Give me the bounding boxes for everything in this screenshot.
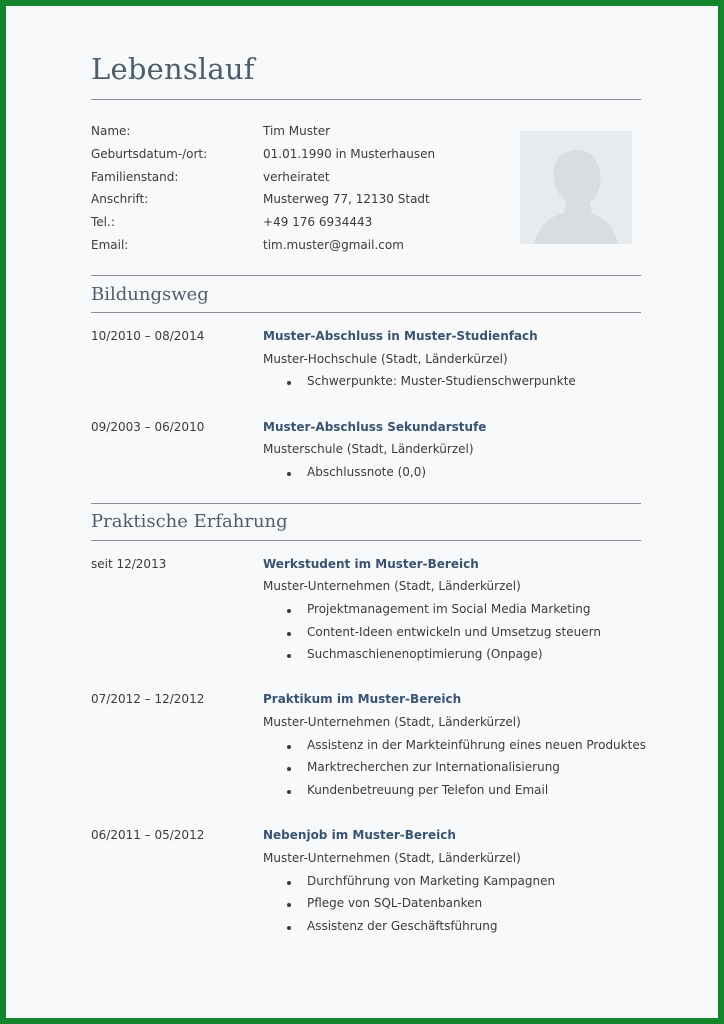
- entry-date: 10/2010 – 08/2014: [91, 329, 205, 343]
- entry-bullet: Abschlussnote (0,0): [307, 465, 427, 479]
- entry-bullet: Suchmaschienenoptimierung (Onpage): [307, 647, 543, 661]
- entry-bullet: Durchführung von Marketing Kampagnen: [307, 874, 556, 888]
- education-divider-bottom: [91, 312, 641, 313]
- label-birth: Geburtsdatum-/ort:: [91, 147, 208, 161]
- entry-date: 07/2012 – 12/2012: [91, 692, 205, 706]
- entry-organization: Muster-Unternehmen (Stadt, Länderkürzel): [263, 579, 521, 593]
- entry-role: Muster-Abschluss in Muster-Studienfach: [263, 329, 538, 343]
- entry-role: Werkstudent im Muster-Bereich: [263, 557, 479, 571]
- label-email: Email:: [91, 238, 129, 252]
- value-marital-status: verheiratet: [263, 170, 330, 184]
- experience-divider-bottom: [91, 540, 641, 541]
- label-name: Name:: [91, 124, 131, 138]
- value-birth: 01.01.1990 in Musterhausen: [263, 147, 436, 161]
- entry-date: 06/2011 – 05/2012: [91, 828, 205, 842]
- entry-organization: Muster-Hochschule (Stadt, Länderkürzel): [263, 352, 508, 366]
- education-divider-top: [91, 275, 641, 276]
- entry-role: Praktikum im Muster-Bereich: [263, 692, 462, 706]
- profile-photo: [520, 131, 632, 244]
- section-title-experience: Praktische Erfahrung: [91, 511, 288, 532]
- entry-bullet: Kundenbetreuung per Telefon und Email: [307, 783, 549, 797]
- entry-date: seit 12/2013: [91, 557, 167, 571]
- value-address: Musterweg 77, 12130 Stadt: [263, 192, 430, 206]
- label-phone: Tel.:: [91, 215, 115, 229]
- entry-bullet: Assistenz der Geschäftsführung: [307, 919, 498, 933]
- value-phone: +49 176 6934443: [263, 215, 373, 229]
- entry-organization: Musterschule (Stadt, Länderkürzel): [263, 442, 474, 456]
- section-title-education: Bildungsweg: [91, 284, 209, 305]
- entry-date: 09/2003 – 06/2010: [91, 420, 205, 434]
- entry-bullet: Projektmanagement im Social Media Marketing: [307, 602, 591, 616]
- label-address: Anschrift:: [91, 192, 149, 206]
- document-title: Lebenslauf: [91, 52, 255, 86]
- entry-organization: Muster-Unternehmen (Stadt, Länderkürzel): [263, 715, 521, 729]
- entry-organization: Muster-Unternehmen (Stadt, Länderkürzel): [263, 851, 521, 865]
- label-marital-status: Familienstand:: [91, 170, 179, 184]
- entry-bullet: Pflege von SQL-Datenbanken: [307, 896, 483, 910]
- title-divider: [91, 99, 641, 100]
- value-email: tim.muster@gmail.com: [263, 238, 404, 252]
- entry-role: Nebenjob im Muster-Bereich: [263, 828, 456, 842]
- entry-bullet: Schwerpunkte: Muster-Studienschwerpunkte: [307, 374, 576, 388]
- entry-bullet: Content-Ideen entwickeln und Umsetzug steuern: [307, 625, 601, 639]
- value-name: Tim Muster: [263, 124, 331, 138]
- experience-divider-top: [91, 503, 641, 504]
- entry-bullet: Marktrecherchen zur Internationalisierung: [307, 760, 560, 774]
- person-silhouette-icon: [520, 131, 632, 244]
- entry-bullet: Assistenz in der Markteinführung eines neuen Produktes: [307, 738, 646, 752]
- entry-role: Muster-Abschluss Sekundarstufe: [263, 420, 487, 434]
